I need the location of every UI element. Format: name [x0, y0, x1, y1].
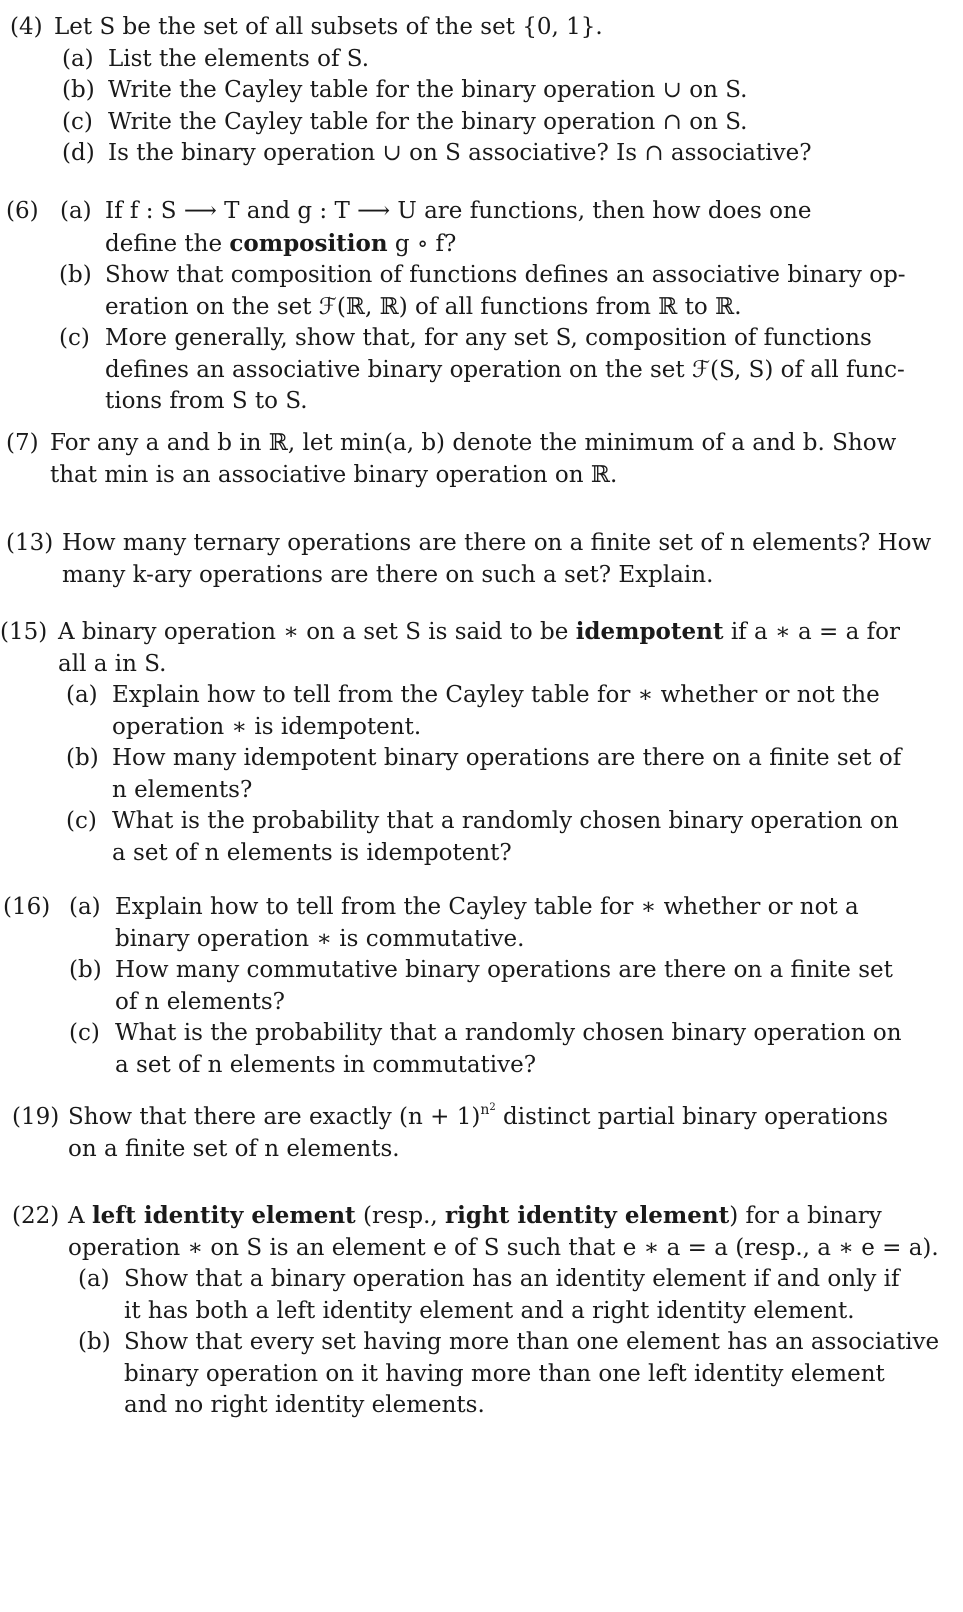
problem-number: (13)	[6, 530, 54, 556]
problem-6a: (6) (a) If f : S ⟶ T and g : T ⟶ U are functions, then how does one	[6, 196, 906, 228]
problem-16b: (b) How many commutative binary operations are there on a finite set	[69, 957, 893, 983]
problem-7: (7) For any a and b in ℝ, let min(a, b) denote the minimum of a and b. Show that min is an associative binary operation on ℝ.	[6, 430, 897, 488]
problem-22a: (a) Show that a binary operation has an identity element if and only if	[78, 1266, 900, 1292]
problem-16: (16) (a) Explain how to tell from the Cayley table for ∗ whether or not a binary operation ∗ is commutative. (b) How many commutative binary operations are there on a finite set of n elements? (c) What is the probability that a randomly chosen binary operation on a set of n elements in commutative?	[3, 894, 902, 1078]
problem-number: (7)	[6, 430, 39, 456]
problem-13: (13) How many ternary operations are there on a finite set of n elements? How many k-ary operations are there on such a set? Explain.	[6, 530, 932, 588]
problem-6c: (c) More generally, show that, for any set S, composition of functions	[59, 325, 872, 351]
problem-number: (4)	[10, 14, 43, 40]
term-idempotent: idempotent	[575, 618, 724, 645]
problem-4	[10, 12, 812, 170]
problem-6: (6) (a) If f : S ⟶ T and g : T ⟶ U are functions, then how does one define the composition g ∘ f? (b) Show that composition of functions defines an associative binary op- eration on the set ℱ(ℝ, ℝ) of all functions from ℝ to ℝ. (c) More generally, show that, for any set S, composition of functions defines an associative binary operation on the set ℱ(S, S) of all func- tions from S to S.	[6, 198, 906, 414]
problem-15b: (b) How many idempotent binary operations are there on a finite set of	[66, 745, 902, 771]
problem-15a: (a) Explain how to tell from the Cayley table for ∗ whether or not the	[66, 682, 880, 708]
problem-4-statement: (4) Let S be the set of all subsets of the set {0, 1}.	[10, 12, 812, 44]
problem-number: (16)	[3, 894, 51, 920]
problem-4c: (c) Write the Cayley table for the binary operation ∩ on S.	[62, 108, 748, 135]
problem-6b: (b) Show that composition of functions defines an associative binary op-	[59, 262, 906, 288]
exponent: n2	[480, 1102, 496, 1118]
term-right-identity: right identity element	[445, 1202, 730, 1229]
problem-22b: (b) Show that every set having more than one element has an associative	[78, 1329, 940, 1355]
problem-number: (19)	[12, 1104, 60, 1130]
problem-15: (15) A binary operation ∗ on a set S is said to be idempotent if a ∗ a = a for all a in S. (a) Explain how to tell from the Cayley table for ∗ whether or not the operation ∗ is idempotent. (b) How many idempotent binary operations are there on a finite set of n elements? (c) What is the probability that a randomly chosen binary operation on a set of n elements is idempotent?	[0, 618, 902, 866]
problem-16c: (c) What is the probability that a randomly chosen binary operation on	[69, 1020, 902, 1046]
problem-22: (22) A left identity element (resp., right identity element) for a binary operation ∗ on S is an element e of S such that e ∗ a = a (resp., a ∗ e = a). (a) Show that a binary operation has an identity element if and only if it has both a left identity element and a right identity element. (b) Show that every set having more than one element has an associative binary operation on it having more than one left identity element and no right identity elements.	[12, 1202, 940, 1418]
problem-number: (22)	[12, 1203, 60, 1229]
term-composition: composition	[229, 229, 388, 257]
problem-19: (19) Show that there are exactly $(n + 1)^{n^2}$ distinct partial binary operations on a finite set of n elements.	[12, 1102, 889, 1162]
problem-4b: (b) Write the Cayley table for the binary operation ∪ on S.	[62, 77, 748, 103]
problem-number: (6)	[6, 198, 39, 224]
problem-number: (15)	[0, 619, 48, 645]
problem-15c: (c) What is the probability that a randomly chosen binary operation on	[66, 808, 899, 834]
term-left-identity: left identity element	[91, 1202, 356, 1229]
problem-4a: (a) List the elements of S.	[62, 45, 370, 72]
problem-16a: (16) (a) Explain how to tell from the Cayley table for ∗ whether or not a	[3, 892, 902, 924]
problem-4d: (d) Is the binary operation ∪ on S associative? Is ∩ associative?	[62, 140, 812, 166]
